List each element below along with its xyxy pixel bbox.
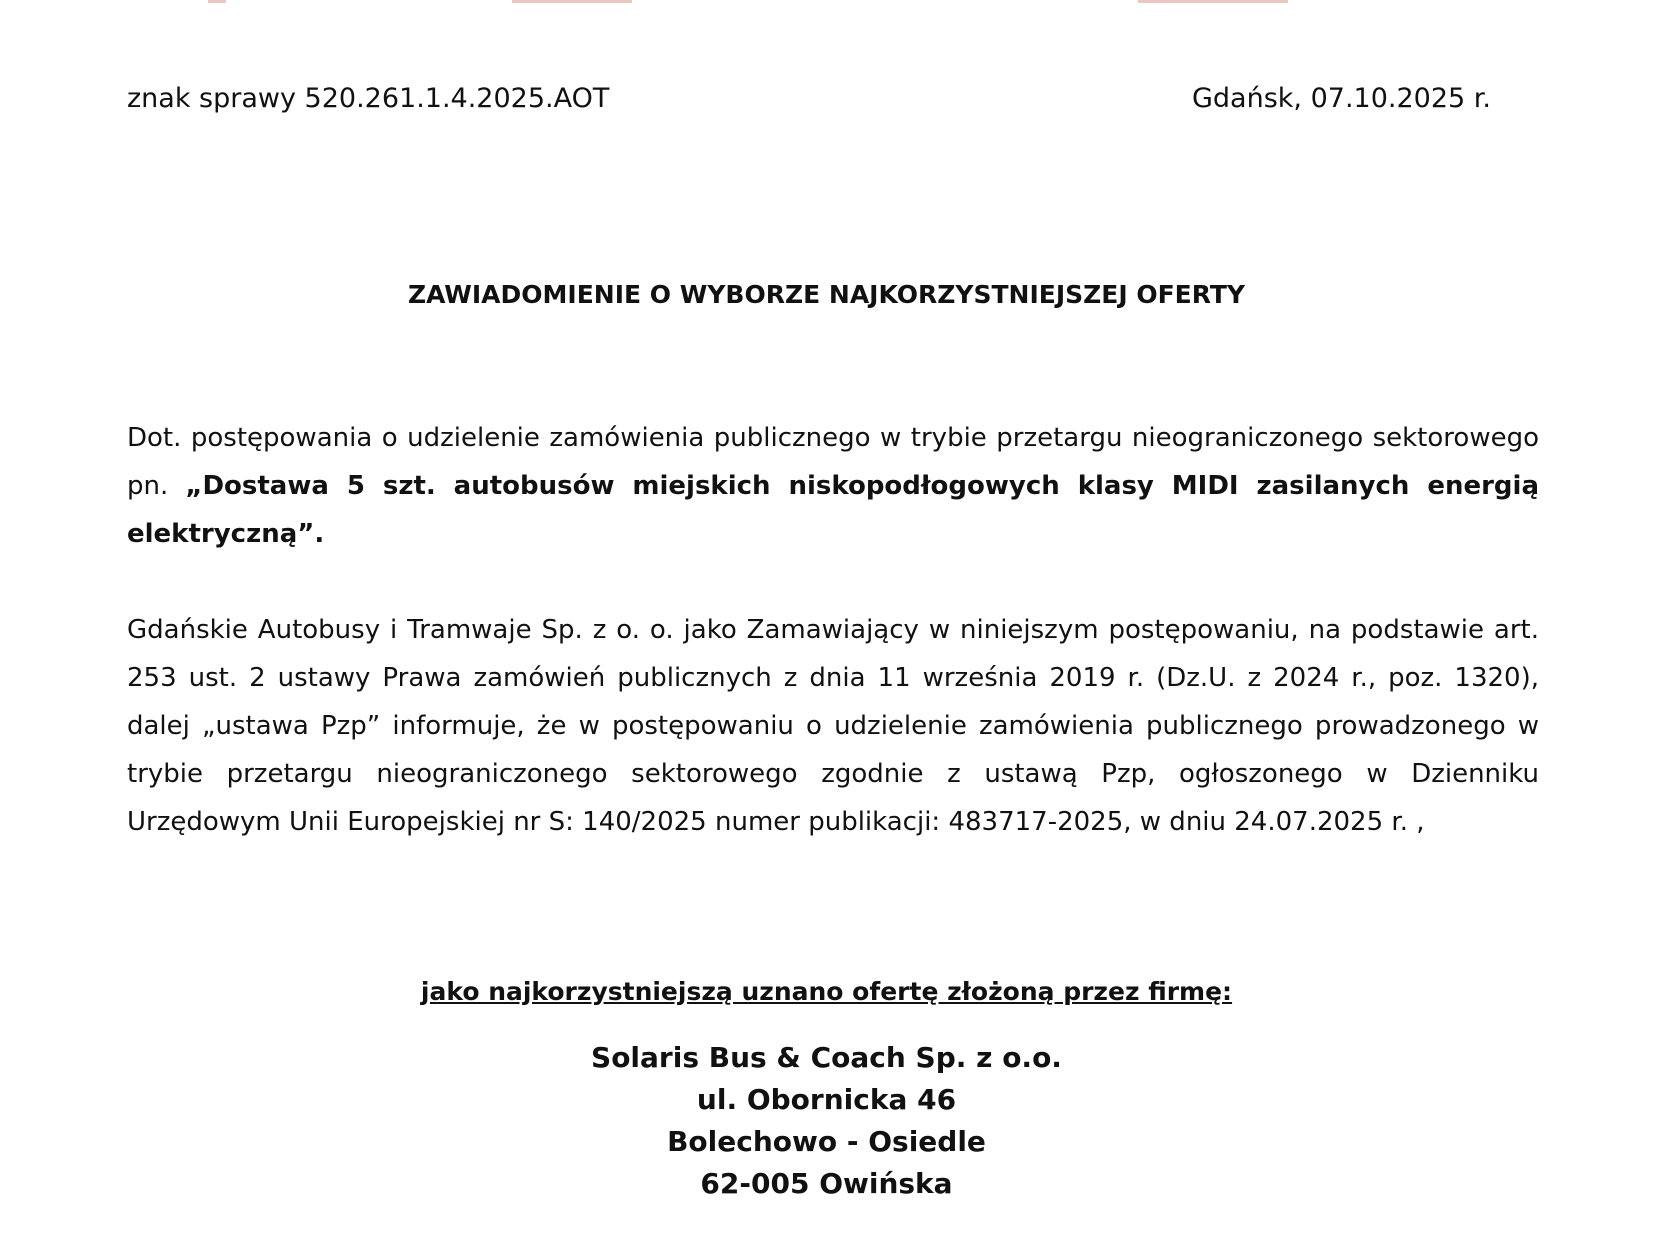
- header-logo-fragment: [208, 0, 226, 3]
- award-label: jako najkorzystniejszą uznano ofertę złożoną przez firmę:: [420, 977, 1233, 1006]
- place-date: Gdańsk, 07.10.2025 r.: [1192, 83, 1491, 114]
- winning-company-address: [0, 1037, 1653, 1205]
- header-logo-fragment: [512, 0, 632, 3]
- company-postal: 62-005 Owińska: [700, 1167, 953, 1200]
- header-logo-fragment: [1138, 0, 1288, 3]
- company-street: ul. Obornicka 46: [696, 1083, 957, 1116]
- company-locality: Bolechowo - Osiedle: [667, 1125, 986, 1158]
- document-title: ZAWIADOMIENIE O WYBORZE NAJKORZYSTNIEJSZEJ OFERTY: [407, 280, 1246, 309]
- case-number: znak sprawy 520.261.1.4.2025.AOT: [127, 83, 610, 114]
- company-name: Solaris Bus & Coach Sp. z o.o.: [591, 1041, 1062, 1074]
- procedure-intro: Dot. postępowania o udzielenie zamówienia publicznego w trybie przetargu nieograniczonego sektorowego pn.: [127, 423, 1539, 501]
- notice-paragraph: Gdańskie Autobusy i Tramwaje Sp. z o. o. jako Zamawiający w niniejszym postępowaniu, na podstawie art. 253 ust. 2 ustawy Prawa zamówień publicznych z dnia 11 września 2019 r. (Dz.U. z 2024 r., poz. 1320), dalej „ustawa Pzp” informuje, że w postępowaniu o udzielenie zamówienia publicznego prowadzonego w trybie przetargu nieograniczonego sektorowego zgodnie z ustawą Pzp, ogłoszonego w Dzienniku Urzędowym Unii Europejskiej nr S: 140/2025 numer publikacji: 483717-2025, w dniu 24.07.2025 r. ,: [127, 615, 1539, 837]
- procedure-paragraph: [127, 414, 1539, 558]
- procedure-subject: „Dostawa 5 szt. autobusów miejskich niskopodłogowych klasy MIDI zasilanych energią elektryczną”.: [127, 471, 1539, 549]
